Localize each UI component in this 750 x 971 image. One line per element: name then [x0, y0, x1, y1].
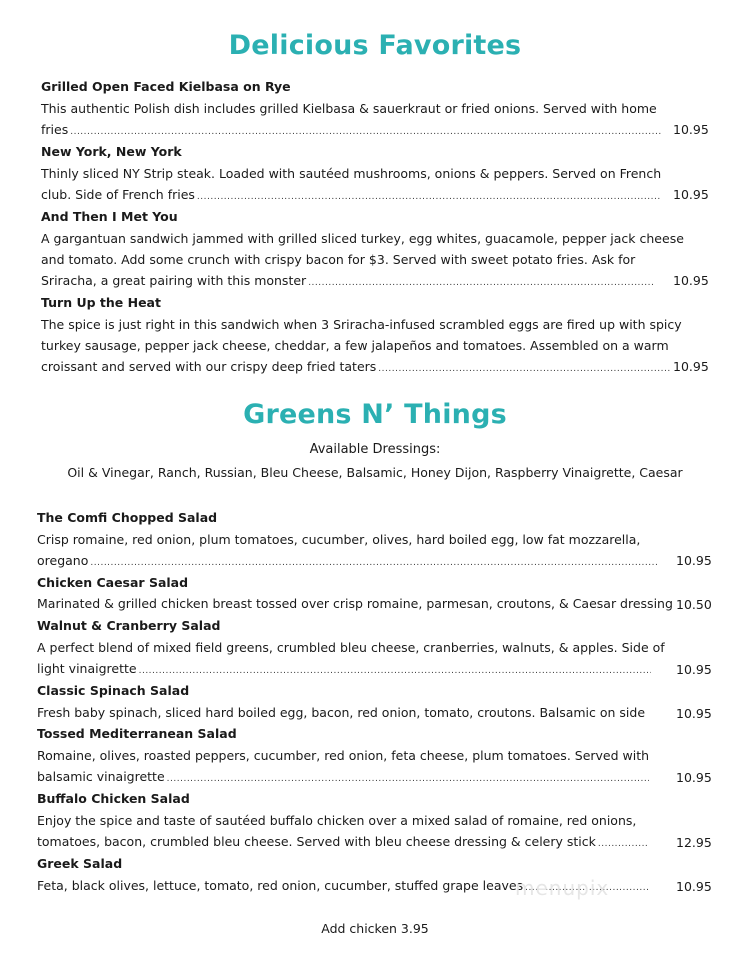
- menu-item-price: 10.95: [673, 187, 709, 202]
- menu-item-description: Marinated & grilled chicken breast tossed over crisp romaine, parmesan, croutons, & Caesar dressing: [37, 596, 673, 611]
- menu-item-description: Feta, black olives, lettuce, tomato, red onion, cucumber, stuffed grape leaves .....: [37, 878, 649, 896]
- menu-item-name: Grilled Open Faced Kielbasa on Rye: [41, 79, 291, 94]
- menu-item-description: and tomato. Add some crunch with crispy bacon for $3. Served with sweet potato fries. Ask for: [41, 252, 636, 267]
- dressings-list: Oil & Vinegar, Ranch, Russian, Bleu Cheese, Balsamic, Honey Dijon, Raspberry Vinaigrette, Caesar: [67, 465, 683, 480]
- menu-item-price: 10.95: [676, 706, 712, 721]
- menu-item-name: The Comfi Chopped Salad: [37, 510, 218, 525]
- menu-item-description: turkey sausage, pepper jack cheese, cheddar, a few jalapeños and tomatoes. Assembled on a warm: [41, 338, 669, 353]
- menu-item-name: Tossed Mediterranean Salad: [37, 726, 237, 741]
- menu-item-description: Enjoy the spice and taste of sautéed buffalo chicken over a mixed salad of romaine, red onions,: [37, 813, 637, 828]
- menu-item-description: A gargantuan sandwich jammed with grilled sliced turkey, egg whites, guacamole, pepper jack cheese: [41, 231, 684, 246]
- dressings-label: Available Dressings:: [309, 442, 441, 457]
- menu-item-name: Chicken Caesar Salad: [37, 575, 189, 590]
- greens-title: Greens N’ Things: [243, 399, 507, 430]
- favorites-title: Delicious Favorites: [228, 30, 522, 61]
- menu-item-price: 10.50: [676, 597, 712, 612]
- menu-item-description: Crisp romaine, red onion, plum tomatoes, cucumber, olives, hard boiled egg, low fat mozzarella,: [37, 532, 641, 547]
- menu-item-price: 10.95: [673, 359, 709, 374]
- menu-item-description: light vinaigrette .....: [37, 661, 651, 679]
- menu-item-description: The spice is just right in this sandwich when 3 Sriracha-infused scrambled eggs are fired up with spicy: [41, 317, 682, 332]
- menu-item-description: Fresh baby spinach, sliced hard boiled egg, bacon, red onion, tomato, croutons. Balsamic on side: [37, 705, 646, 720]
- menu-item-price: 10.95: [673, 122, 709, 137]
- menu-item-description: croissant and served with our crispy deep fried taters .....: [41, 359, 671, 377]
- menu-item-price: 10.95: [676, 879, 712, 894]
- menu-item-description: Thinly sliced NY Strip steak. Loaded with sautéed mushrooms, onions & peppers. Served on French: [41, 166, 662, 181]
- menu-item-description: Sriracha, a great pairing with this monster .....: [41, 273, 655, 291]
- menu-item-name: And Then I Met You: [41, 209, 178, 224]
- menu-item-description: oregano .....: [37, 553, 657, 571]
- menu-item-description: tomatoes, bacon, crumbled bleu cheese. Served with bleu cheese dressing & celery stick .....: [37, 834, 649, 852]
- menu-item-description: balsamic vinaigrette .....: [37, 769, 649, 787]
- menu-item-name: Turn Up the Heat: [41, 295, 161, 310]
- menu-item-price: 12.95: [676, 835, 712, 850]
- menu-item-name: Classic Spinach Salad: [37, 683, 190, 698]
- menu-item-description: fries .....: [41, 122, 661, 140]
- watermark-logo: menupix: [515, 876, 610, 900]
- menu-item-description: A perfect blend of mixed field greens, crumbled bleu cheese, cranberries, walnuts, & apples. Side of: [37, 640, 665, 655]
- menu-item-name: Greek Salad: [37, 856, 123, 871]
- menu-item-price: 10.95: [676, 770, 712, 785]
- menu-item-name: Walnut & Cranberry Salad: [37, 618, 221, 633]
- menu-item-description: club. Side of French fries .....: [41, 187, 661, 205]
- menu-item-price: 10.95: [673, 273, 709, 288]
- menu-item-description: This authentic Polish dish includes grilled Kielbasa & sauerkraut or fried onions. Served with home: [41, 101, 657, 116]
- menu-item-price: 10.95: [676, 662, 712, 677]
- menu-item-description: Romaine, olives, roasted peppers, cucumber, red onion, feta cheese, plum tomatoes. Served with: [37, 748, 650, 763]
- menu-item-price: 10.95: [676, 553, 712, 568]
- menu-item-name: New York, New York: [41, 144, 182, 159]
- menu-item-name: Buffalo Chicken Salad: [37, 791, 190, 806]
- add-chicken-note: Add chicken 3.95: [321, 921, 429, 936]
